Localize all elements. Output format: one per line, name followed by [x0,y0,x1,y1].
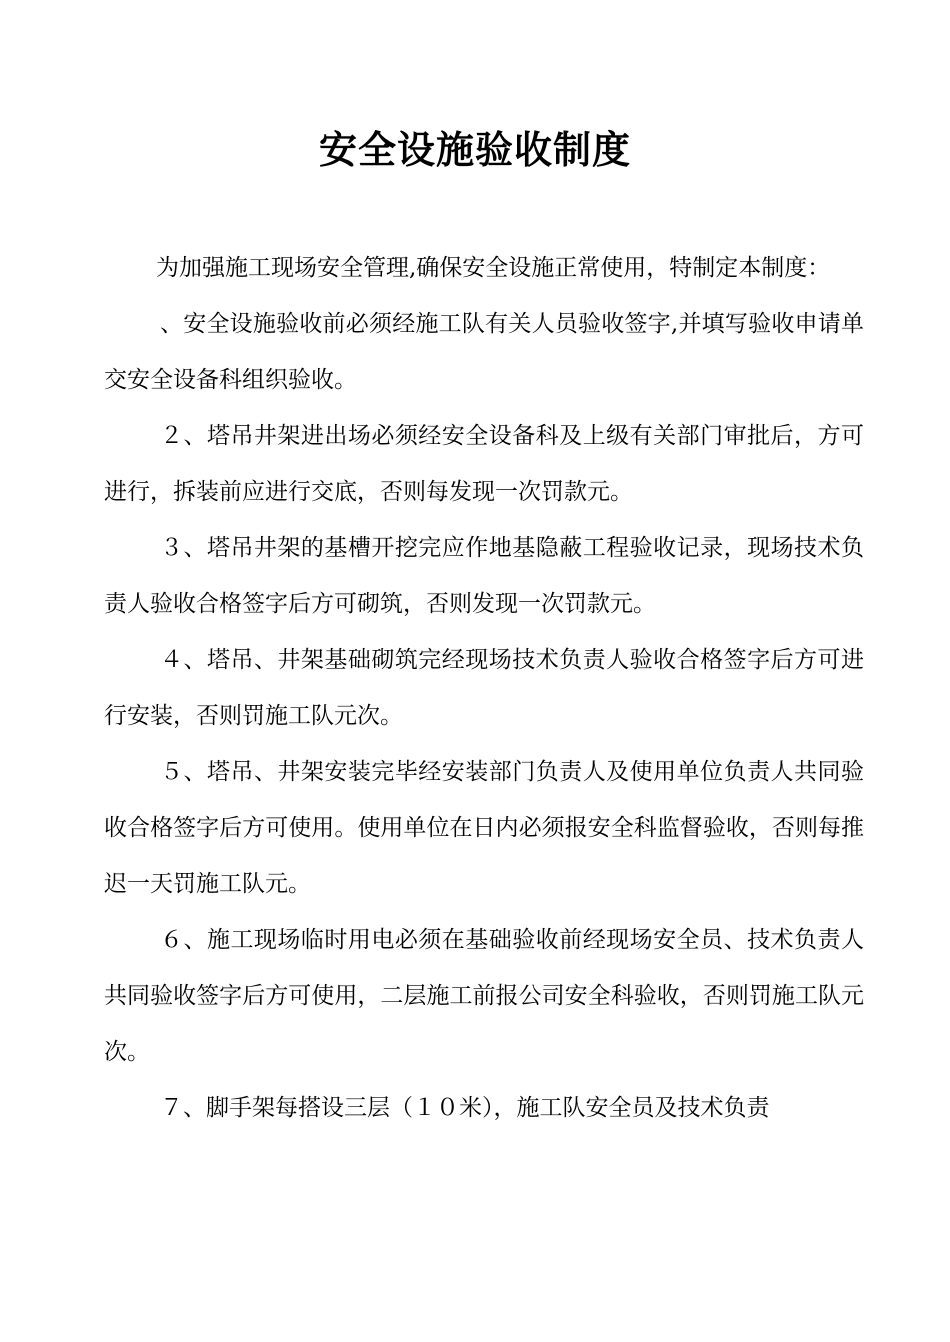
clause-2-paragraph: ２、塔吊井架进出场必须经安全设备科及上级有关部门审批后，方可进行，拆装前应进行交底，否则每发现一次罚款元。 [104,423,864,505]
document-title: 安全设施验收制度 [318,127,631,172]
clause-5-paragraph: ５、塔吊、井架安装完毕经安装部门负责人及使用单位负责人共同验收合格签字后方可使用。使用单位在日内必须报安全科监督验收，否则每推迟一天罚施工队元。 [104,759,864,897]
intro-paragraph: 为加强施工现场安全管理,确保安全设施正常使用，特制定本制度： [156,255,831,281]
clause-1-paragraph: 、安全设施验收前必须经施工队有关人员验收签字,并填写验收申请单交安全设备科组织验收。 [104,311,864,393]
clause-6-paragraph: ６、施工现场临时用电必须在基础验收前经现场安全员、技术负责人共同验收签字后方可使用，二层施工前报公司安全科验收，否则罚施工队元次。 [104,927,864,1065]
clause-4-paragraph: ４、塔吊、井架基础砌筑完经现场技术负责人验收合格签字后方可进行安装，否则罚施工队元次。 [104,647,864,729]
document-body [104,240,864,1136]
clause-3-paragraph: ３、塔吊井架的基槽开挖完应作地基隐蔽工程验收记录，现场技术负责人验收合格签字后方可砌筑，否则发现一次罚款元。 [104,535,864,617]
clause-7-paragraph: ７、脚手架每搭设三层（１０米），施工队安全员及技术负责 [160,1095,770,1121]
